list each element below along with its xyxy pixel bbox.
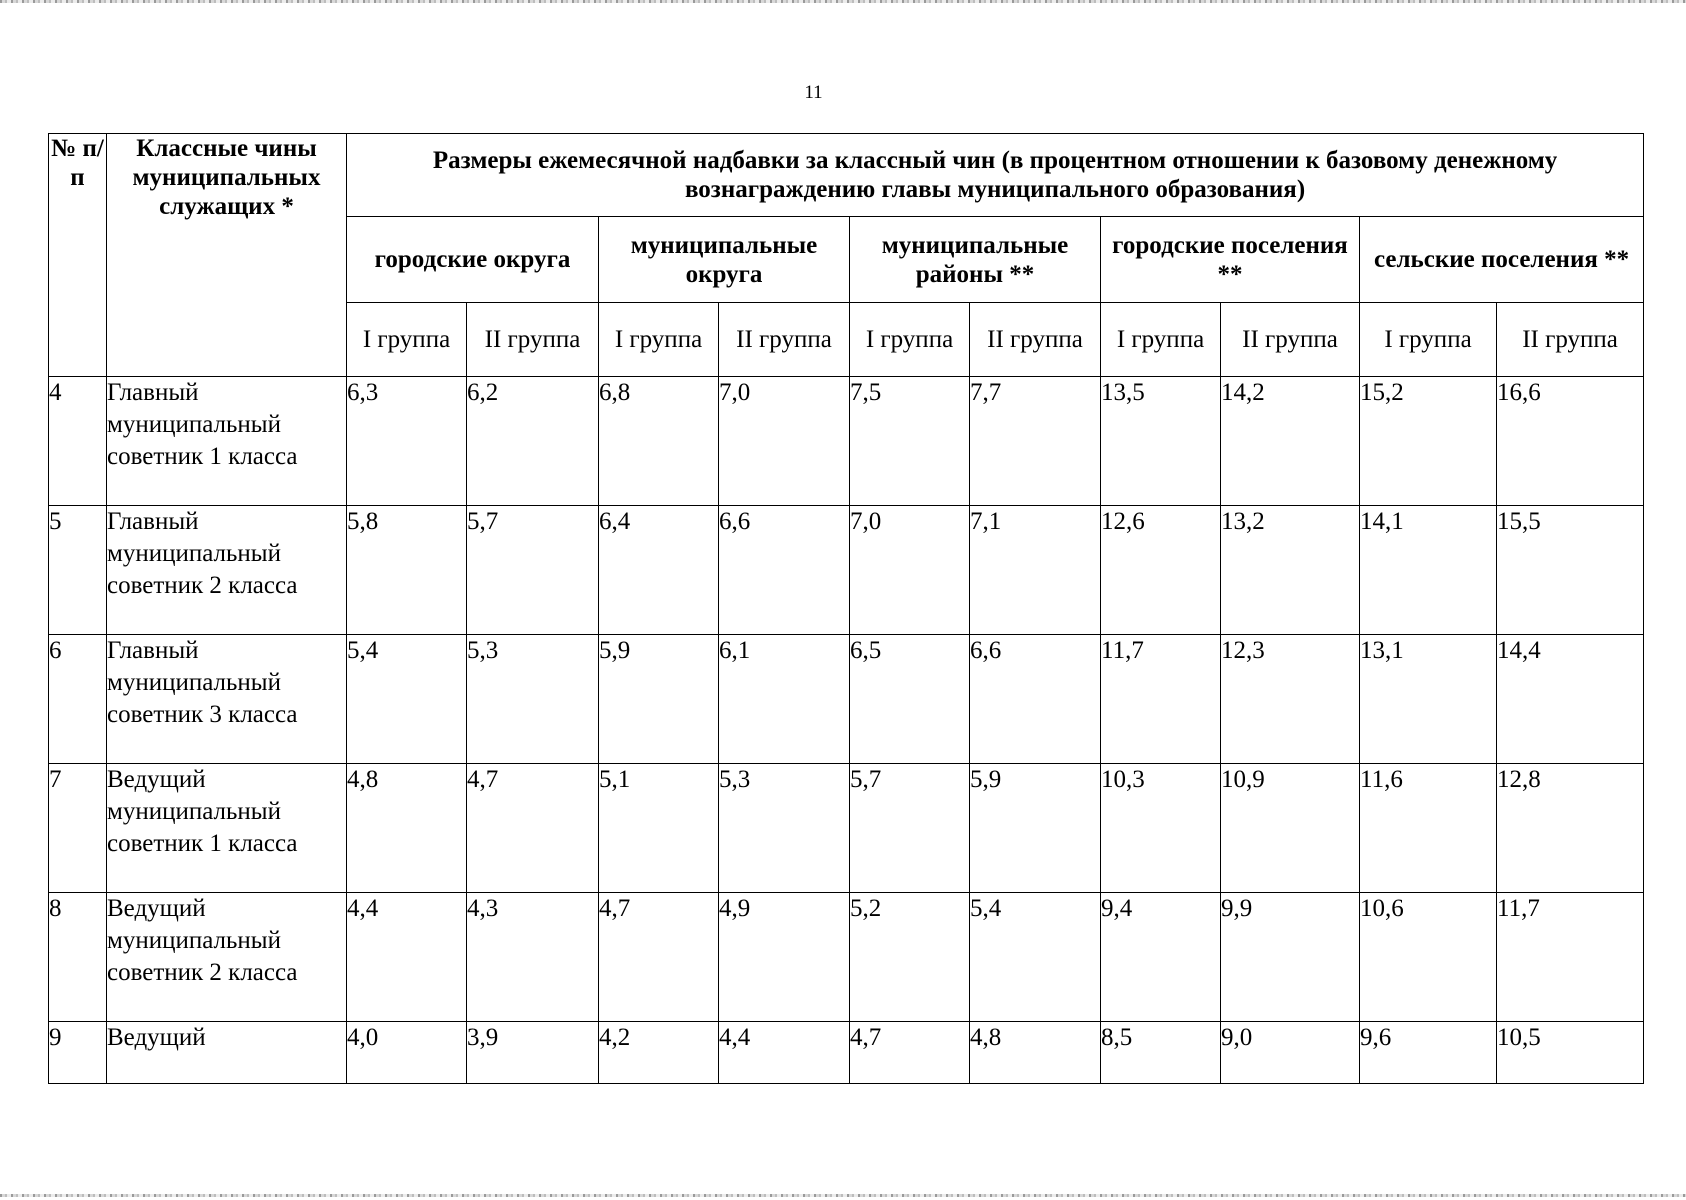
row-number: 8: [49, 893, 107, 1022]
row-number: 9: [49, 1022, 107, 1084]
value-cell: 5,3: [719, 764, 850, 893]
value-cell: 14,2: [1221, 377, 1360, 506]
header-rank: Классные чины муниципальных служащих *: [107, 134, 347, 377]
value-cell: 6,6: [970, 635, 1101, 764]
value-cell: 13,1: [1360, 635, 1497, 764]
table-row: [49, 506, 1644, 635]
value-cell: 5,4: [970, 893, 1101, 1022]
header-allowance-span: Размеры ежемесячной надбавки за классный чин (в процентном отношении к базовому денежному вознаграждению главы муниципального образования): [347, 134, 1644, 217]
value-cell: 4,8: [970, 1022, 1101, 1084]
value-cell: 15,5: [1497, 506, 1644, 635]
value-cell: 5,4: [347, 635, 467, 764]
value-cell: 4,7: [850, 1022, 970, 1084]
value-cell: 6,3: [347, 377, 467, 506]
value-cell: 9,9: [1221, 893, 1360, 1022]
value-cell: 11,6: [1360, 764, 1497, 893]
header-row-main: [49, 134, 1644, 217]
value-cell: 4,0: [347, 1022, 467, 1084]
value-cell: 6,1: [719, 635, 850, 764]
table-row: [49, 1022, 1644, 1084]
value-cell: 9,0: [1221, 1022, 1360, 1084]
value-cell: 11,7: [1497, 893, 1644, 1022]
value-cell: 5,9: [970, 764, 1101, 893]
header-category-municipal-regions: муниципальные районы **: [850, 217, 1101, 303]
header-category-urban-districts: городские округа: [347, 217, 599, 303]
header-group-two: II группа: [970, 303, 1101, 377]
value-cell: 7,0: [850, 506, 970, 635]
header-group-two: II группа: [1497, 303, 1644, 377]
row-number: 4: [49, 377, 107, 506]
value-cell: 12,6: [1101, 506, 1221, 635]
value-cell: 5,1: [599, 764, 719, 893]
value-cell: 13,5: [1101, 377, 1221, 506]
value-cell: 9,4: [1101, 893, 1221, 1022]
row-number: 5: [49, 506, 107, 635]
value-cell: 10,3: [1101, 764, 1221, 893]
value-cell: 5,8: [347, 506, 467, 635]
header-category-municipal-districts: муниципальные округа: [599, 217, 850, 303]
header-group-one: I группа: [599, 303, 719, 377]
value-cell: 15,2: [1360, 377, 1497, 506]
table-row: [49, 635, 1644, 764]
value-cell: 6,5: [850, 635, 970, 764]
value-cell: 6,4: [599, 506, 719, 635]
value-cell: 4,7: [467, 764, 599, 893]
value-cell: 9,6: [1360, 1022, 1497, 1084]
scan-edge-bottom: [0, 1194, 1686, 1197]
value-cell: 11,7: [1101, 635, 1221, 764]
value-cell: 4,9: [719, 893, 850, 1022]
value-cell: 4,7: [599, 893, 719, 1022]
table-row: [49, 893, 1644, 1022]
value-cell: 10,5: [1497, 1022, 1644, 1084]
row-rank: Главный муниципальный советник 2 класса: [107, 506, 347, 635]
value-cell: 5,2: [850, 893, 970, 1022]
value-cell: 7,0: [719, 377, 850, 506]
value-cell: 12,3: [1221, 635, 1360, 764]
value-cell: 5,7: [850, 764, 970, 893]
value-cell: 8,5: [1101, 1022, 1221, 1084]
row-number: 7: [49, 764, 107, 893]
table-row: [49, 377, 1644, 506]
allowance-table: [48, 133, 1644, 1084]
value-cell: 4,2: [599, 1022, 719, 1084]
header-group-two: II группа: [1221, 303, 1360, 377]
row-rank: Ведущий муниципальный советник 1 класса: [107, 764, 347, 893]
scan-edge-top: [0, 0, 1686, 3]
value-cell: 6,8: [599, 377, 719, 506]
row-rank: Ведущий: [107, 1022, 347, 1084]
value-cell: 7,7: [970, 377, 1101, 506]
value-cell: 4,3: [467, 893, 599, 1022]
value-cell: 7,5: [850, 377, 970, 506]
value-cell: 4,8: [347, 764, 467, 893]
row-rank: Ведущий муниципальный советник 2 класса: [107, 893, 347, 1022]
header-group-one: I группа: [1101, 303, 1221, 377]
row-rank: Главный муниципальный советник 3 класса: [107, 635, 347, 764]
value-cell: 14,4: [1497, 635, 1644, 764]
row-rank: Главный муниципальный советник 1 класса: [107, 377, 347, 506]
header-group-one: I группа: [850, 303, 970, 377]
value-cell: 12,8: [1497, 764, 1644, 893]
row-number: 6: [49, 635, 107, 764]
page-number: 11: [804, 82, 823, 103]
value-cell: 7,1: [970, 506, 1101, 635]
value-cell: 6,6: [719, 506, 850, 635]
header-category-urban-settlements: городские поселения **: [1101, 217, 1360, 303]
value-cell: 13,2: [1221, 506, 1360, 635]
value-cell: 4,4: [719, 1022, 850, 1084]
header-group-one: I группа: [1360, 303, 1497, 377]
header-group-two: II группа: [719, 303, 850, 377]
value-cell: 10,6: [1360, 893, 1497, 1022]
header-group-two: II группа: [467, 303, 599, 377]
value-cell: 10,9: [1221, 764, 1360, 893]
value-cell: 14,1: [1360, 506, 1497, 635]
header-category-rural-settlements: сельские поселения **: [1360, 217, 1644, 303]
value-cell: 6,2: [467, 377, 599, 506]
value-cell: 5,7: [467, 506, 599, 635]
value-cell: 4,4: [347, 893, 467, 1022]
table-row: [49, 764, 1644, 893]
header-group-one: I группа: [347, 303, 467, 377]
value-cell: 5,3: [467, 635, 599, 764]
value-cell: 16,6: [1497, 377, 1644, 506]
header-num: № п/п: [49, 134, 107, 377]
value-cell: 3,9: [467, 1022, 599, 1084]
value-cell: 5,9: [599, 635, 719, 764]
